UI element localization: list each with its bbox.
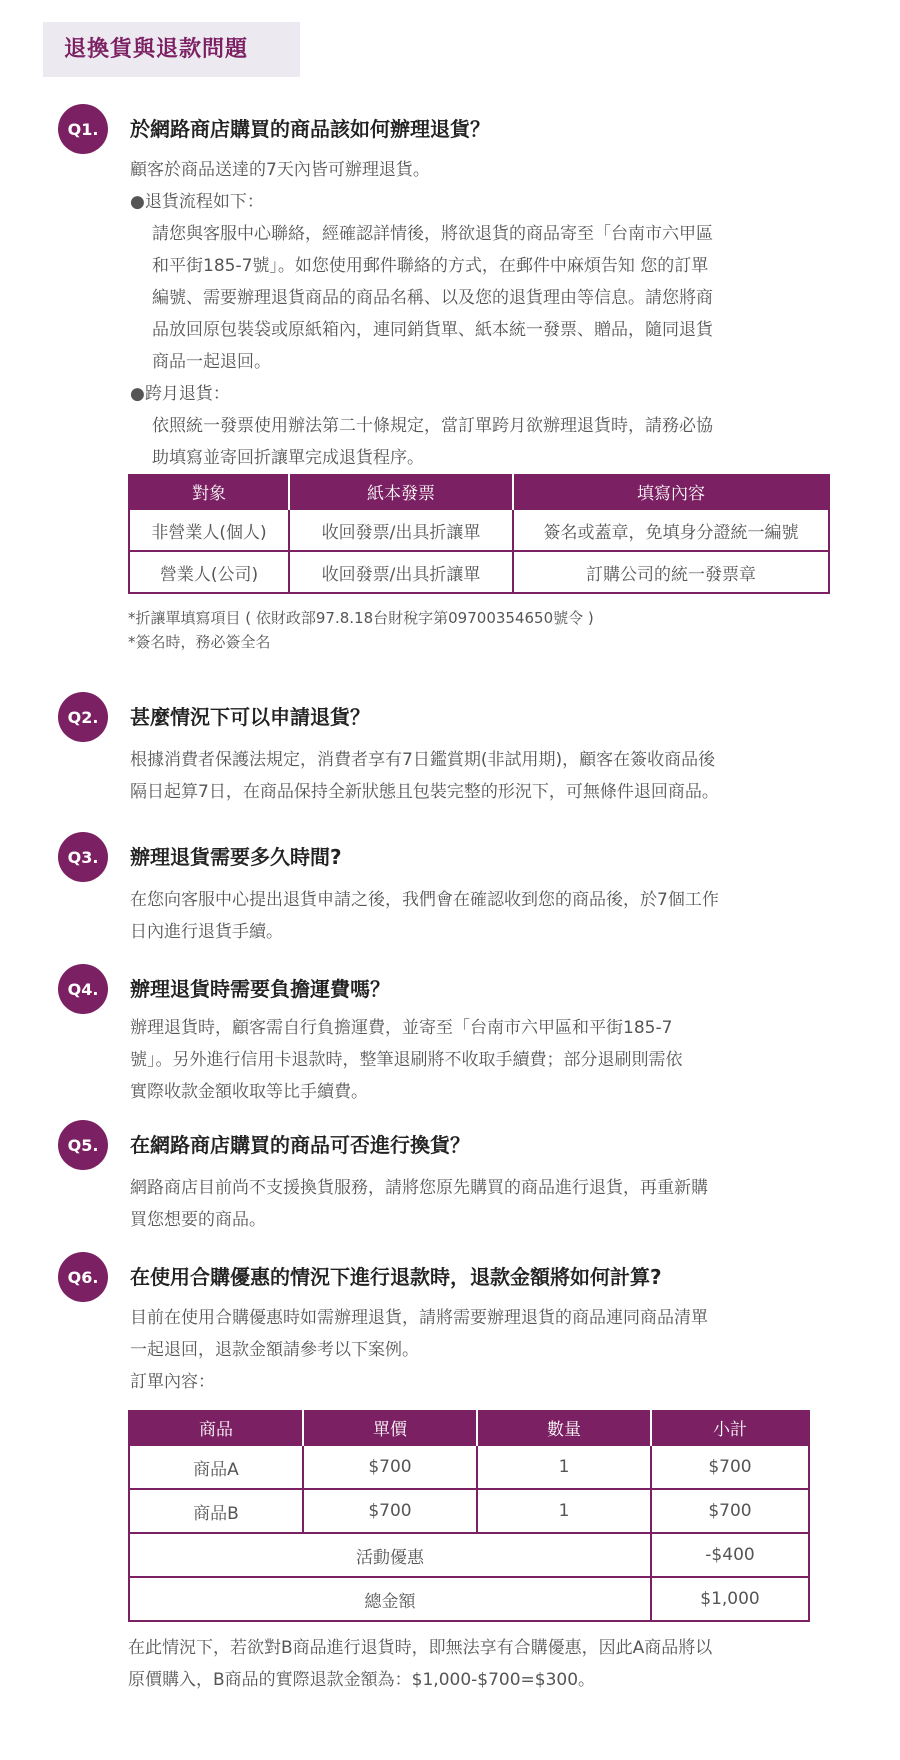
invoice-col-target: 對象 <box>129 474 289 509</box>
q6-conclusion-line: 原價購入，B商品的實際退款金額為：$1,000-$700=$300。 <box>128 1670 596 1690</box>
q2-badge: Q2. <box>58 692 108 742</box>
table-row <box>129 1445 809 1489</box>
table-cell: 訂購公司的統一發票章 <box>513 551 829 593</box>
q4-line: 辦理退貨時，顧客需自行負擔運費，並寄至「台南市六甲區和平街185-7 <box>130 1018 673 1038</box>
q1-crossmonth-line: 依照統一發票使用辦法第二十條規定，當訂單跨月欲辦理退貨時，請務必協 <box>152 416 713 436</box>
q6-line: 訂單內容： <box>130 1372 215 1392</box>
table-cell: $700 <box>303 1445 477 1489</box>
q1-process-line: 請您與客服中心聯絡，經確認詳情後，將欲退貨的商品寄至「台南市六甲區 <box>152 224 713 244</box>
q1-process-line: 品放回原包裝袋或原紙箱內，連同銷貨單、紙本統一發票、贈品，隨同退貨 <box>152 320 713 340</box>
q6-conclusion-line: 在此情況下，若欲對B商品進行退貨時，即無法享有合購優惠，因此A商品將以 <box>128 1638 713 1658</box>
order-col-product: 商品 <box>129 1410 303 1445</box>
table-cell: 非營業人(個人) <box>129 509 289 551</box>
order-col-price: 單價 <box>303 1410 477 1445</box>
q1-note: *折讓單填寫項目 ( 依財政部97.8.18台財稅字第09700354650號令 ) <box>128 609 594 627</box>
table-cell: 收回發票/出具折讓單 <box>289 551 513 593</box>
invoice-table-header <box>129 474 829 509</box>
q1-badge: Q1. <box>58 104 108 154</box>
q3-body <box>130 884 850 948</box>
table-row <box>129 551 829 593</box>
table-cell: $700 <box>651 1489 809 1533</box>
q1-notes <box>128 606 594 654</box>
q4-title: 辦理退貨時需要負擔運費嗎？ <box>130 977 390 1001</box>
q6-conclusion <box>128 1632 848 1696</box>
q4-badge: Q4. <box>58 964 108 1014</box>
table-cell: 營業人(公司) <box>129 551 289 593</box>
total-value: $1,000 <box>651 1577 809 1621</box>
invoice-col-content: 填寫內容 <box>513 474 829 509</box>
q1-title: 於網路商店購買的商品該如何辦理退貨？ <box>130 117 490 141</box>
table-row <box>129 1489 809 1533</box>
table-cell: 簽名或蓋章，免填身分證統一編號 <box>513 509 829 551</box>
q6-line: 一起退回，退款金額請參考以下案例。 <box>130 1340 419 1360</box>
q5-title: 在網路商店購買的商品可否進行換貨？ <box>130 1133 470 1157</box>
table-cell: 商品B <box>129 1489 303 1533</box>
q1-bullet-process: ●退貨流程如下： <box>130 192 264 212</box>
order-col-qty: 數量 <box>477 1410 651 1445</box>
q3-line: 在您向客服中心提出退貨申請之後，我們會在確認收到您的商品後，於7個工作 <box>130 890 719 910</box>
table-cell: $700 <box>303 1489 477 1533</box>
q2-line: 隔日起算7日，在商品保持全新狀態且包裝完整的形況下，可無條件退回商品。 <box>130 782 719 802</box>
q6-title: 在使用合購優惠的情況下進行退款時，退款金額將如何計算? <box>130 1265 662 1289</box>
table-cell: 商品A <box>129 1445 303 1489</box>
order-col-subtotal: 小計 <box>651 1410 809 1445</box>
q5-line: 買您想要的商品。 <box>130 1210 266 1230</box>
order-table-header <box>129 1410 809 1445</box>
invoice-col-paper: 紙本發票 <box>289 474 513 509</box>
section-title: 退換貨與退款問題 <box>43 22 300 77</box>
discount-row <box>129 1533 809 1577</box>
q2-body <box>130 744 850 808</box>
discount-value: -$400 <box>651 1533 809 1577</box>
q1-body <box>130 154 850 474</box>
q1-process-line: 和平街185-7號」。如您使用郵件聯絡的方式，在郵件中麻煩告知 您的訂單 <box>152 256 709 276</box>
table-cell: 1 <box>477 1489 651 1533</box>
q1-intro: 顧客於商品送達的7天內皆可辦理退貨。 <box>130 160 430 180</box>
q1-bullet-crossmonth: ●跨月退貨： <box>130 384 230 404</box>
q2-line: 根據消費者保護法規定，消費者享有7日鑑賞期(非試用期)，顧客在簽收商品後 <box>130 750 716 770</box>
q5-line: 網路商店目前尚不支援換貨服務，請將您原先購買的商品進行退貨，再重新購 <box>130 1178 708 1198</box>
q5-badge: Q5. <box>58 1120 108 1170</box>
order-table <box>128 1410 810 1622</box>
table-cell: 收回發票/出具折讓單 <box>289 509 513 551</box>
discount-label: 活動優惠 <box>129 1533 651 1577</box>
total-row <box>129 1577 809 1621</box>
q3-title: 辦理退貨需要多久時間? <box>130 845 342 869</box>
q3-line: 日內進行退貨手續。 <box>130 922 283 942</box>
q3-badge: Q3. <box>58 832 108 882</box>
q4-line: 號」。另外進行信用卡退款時，整筆退刷將不收取手續費；部分退刷則需依 <box>130 1050 683 1070</box>
q1-process-line: 編號、需要辦理退貨商品的商品名稱、以及您的退貨理由等信息。請您將商 <box>152 288 713 308</box>
table-row <box>129 509 829 551</box>
q1-process-line: 商品一起退回。 <box>152 352 271 372</box>
total-label: 總金額 <box>129 1577 651 1621</box>
q4-body <box>130 1012 850 1108</box>
q6-badge: Q6. <box>58 1252 108 1302</box>
q6-line: 目前在使用合購優惠時如需辦理退貨，請將需要辦理退貨的商品連同商品清單 <box>130 1308 708 1328</box>
q4-line: 實際收款金額收取等比手續費。 <box>130 1082 368 1102</box>
q2-title: 甚麼情況下可以申請退貨？ <box>130 705 370 729</box>
table-cell: $700 <box>651 1445 809 1489</box>
invoice-table <box>128 474 830 594</box>
q1-note: *簽名時，務必簽全名 <box>128 633 271 651</box>
table-cell: 1 <box>477 1445 651 1489</box>
q5-body <box>130 1172 850 1236</box>
q1-crossmonth-line: 助填寫並寄回折讓單完成退貨程序。 <box>152 448 424 468</box>
q6-body <box>130 1302 850 1398</box>
